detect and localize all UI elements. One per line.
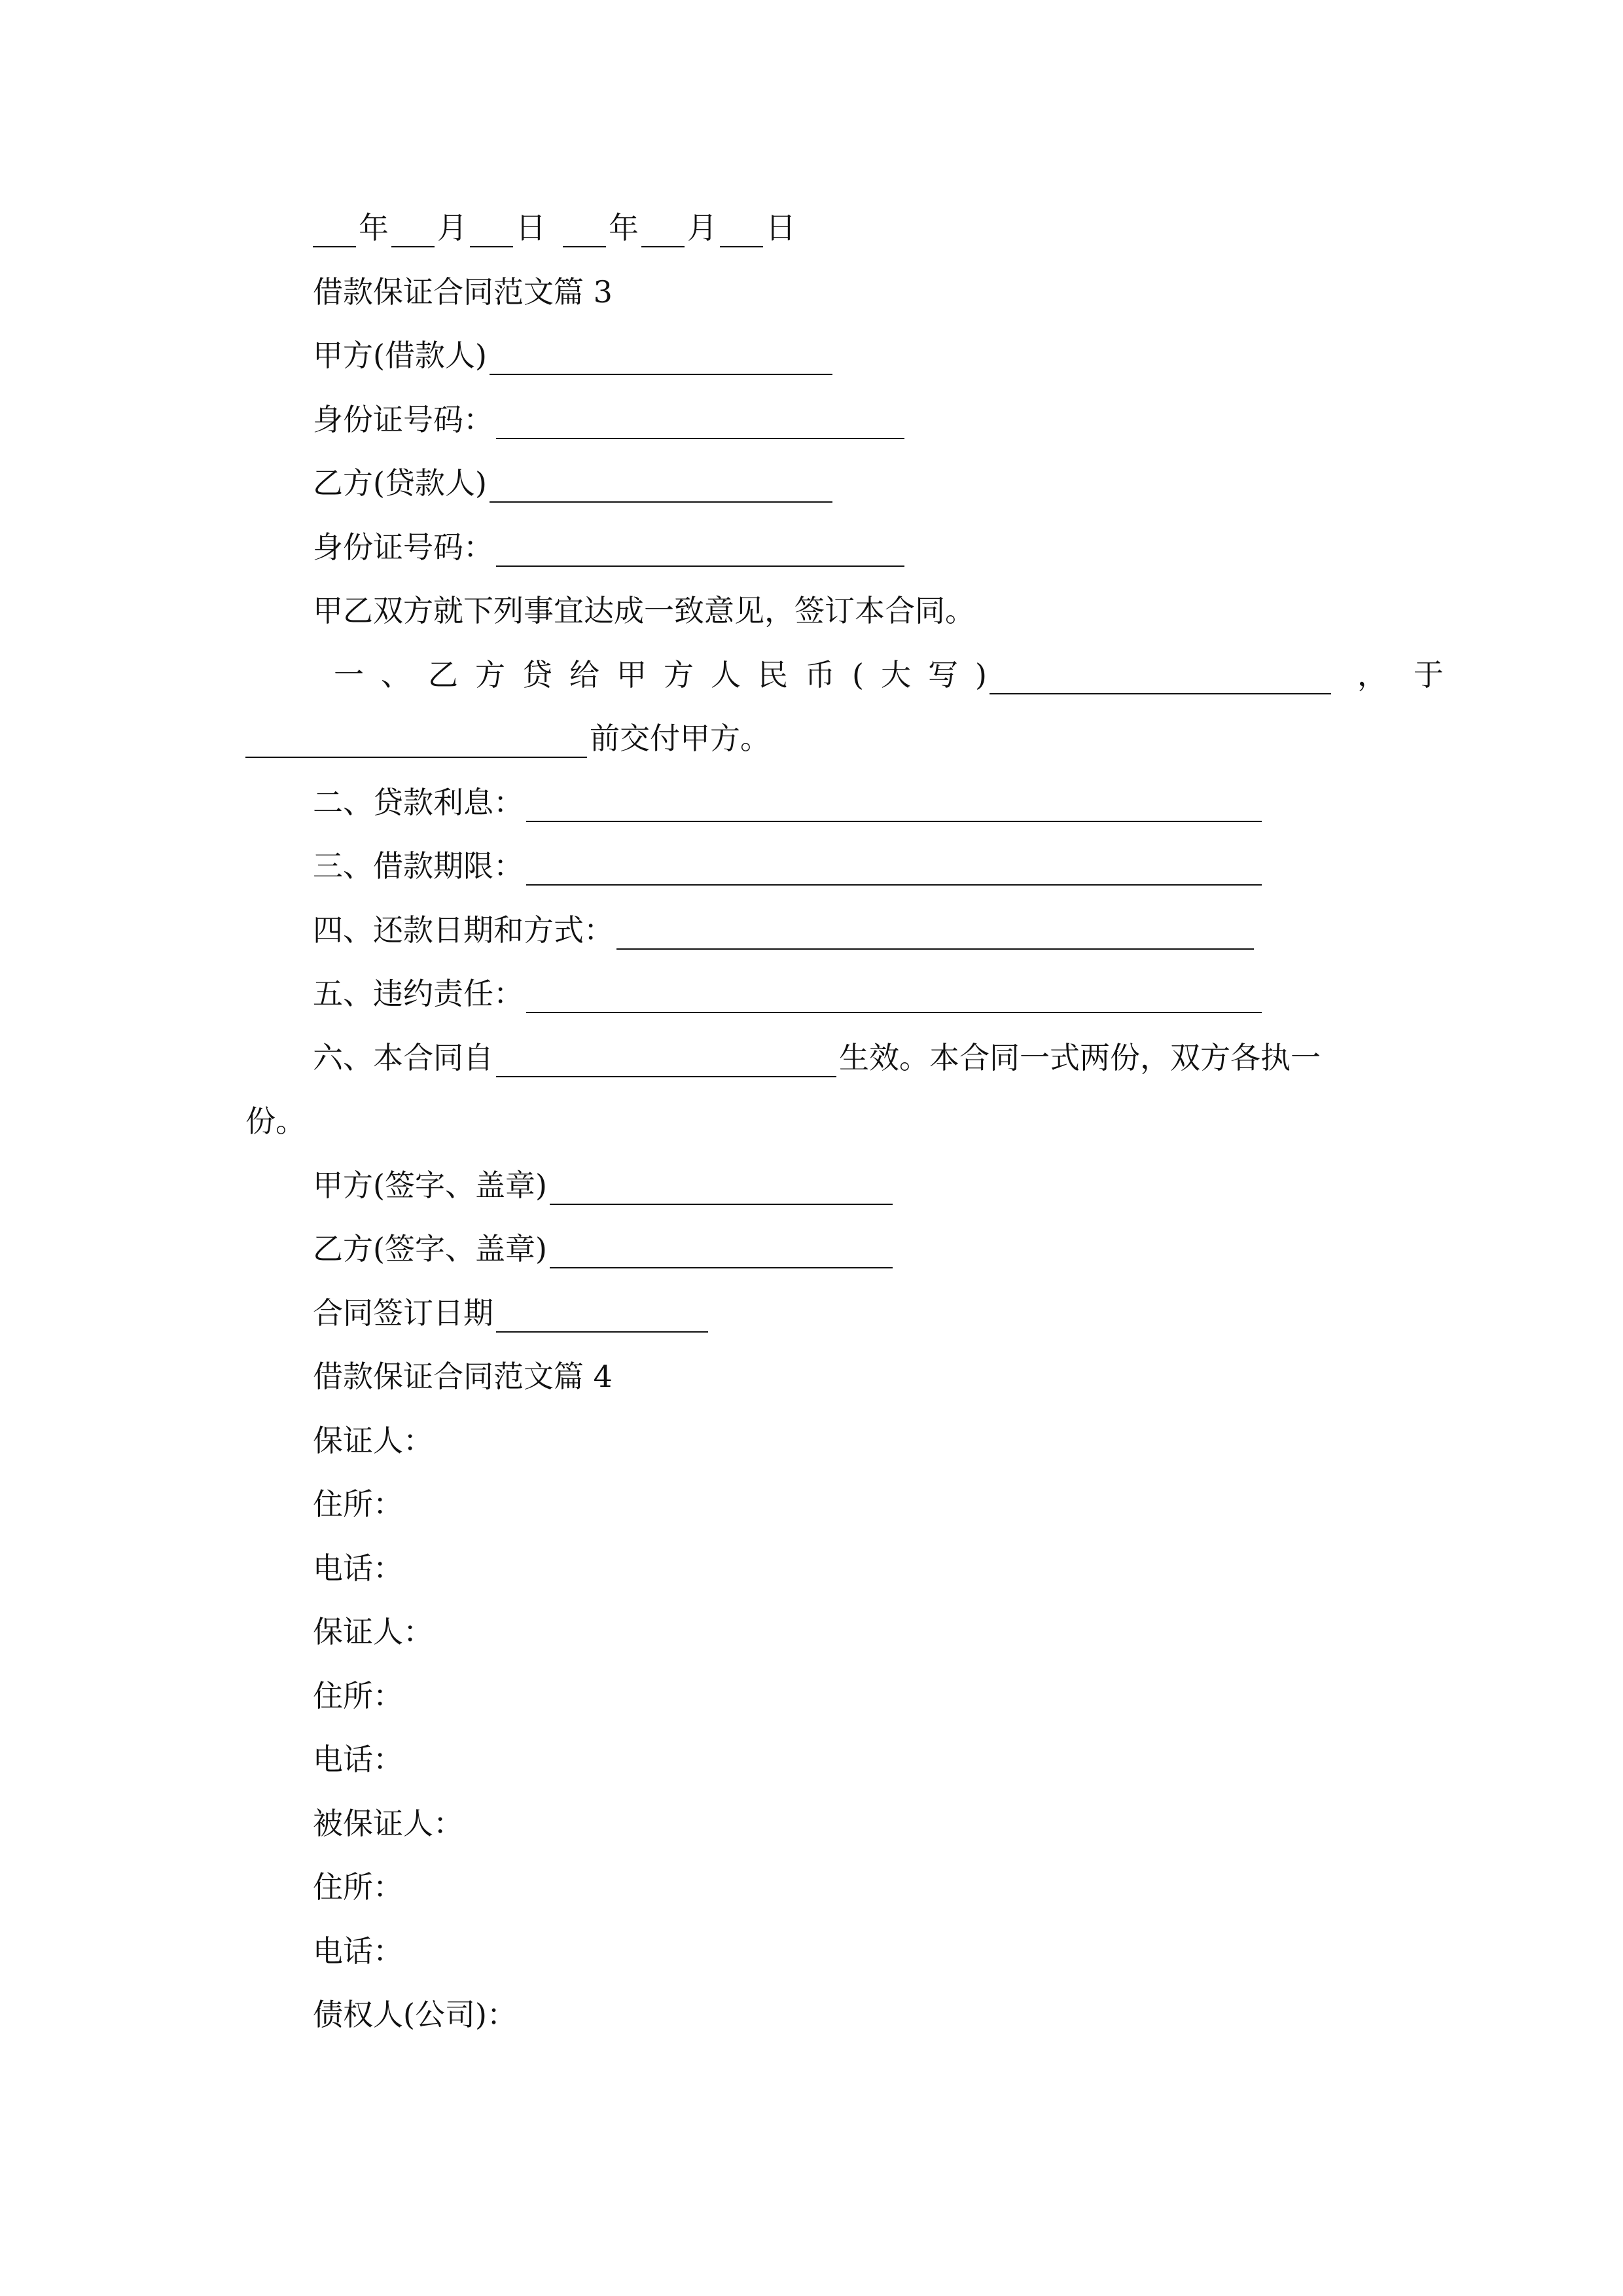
blank-month-1 xyxy=(391,217,435,247)
sign-a-label: 甲方(签字、盖章) xyxy=(313,1168,547,1203)
id-number-a-label: 身份证号码： xyxy=(313,402,493,437)
clause2-line xyxy=(313,783,1264,822)
clause1-delivery: 前交付甲方。 xyxy=(590,721,770,756)
phone3-label: 电话： xyxy=(313,1933,403,1969)
party-a-line xyxy=(313,336,835,375)
clause6-blank xyxy=(496,1047,836,1077)
intro-line: 甲乙双方就下列事宜达成一致意见，签订本合同。 xyxy=(313,593,975,628)
clause5-blank xyxy=(526,983,1262,1013)
day-label-2: 日 xyxy=(766,210,796,245)
guaranteed-label: 被保证人： xyxy=(313,1806,463,1841)
clause1-amount-blank xyxy=(990,664,1331,694)
sign-date-label: 合同签订日期 xyxy=(313,1295,493,1331)
party-a-blank xyxy=(490,345,832,375)
blank-year-2 xyxy=(563,217,606,247)
sign-a-line xyxy=(313,1166,895,1205)
section4-title: 借款保证合同范文篇 4 xyxy=(313,1359,613,1394)
clause4-label: 四、还款日期和方式： xyxy=(313,912,614,948)
clause4-blank xyxy=(616,920,1254,950)
phone2-label: 电话： xyxy=(313,1742,403,1777)
party-b-blank xyxy=(490,473,832,503)
clause1-text: 一、乙方贷给甲方人民币(大写) xyxy=(334,657,1004,692)
clause5-line xyxy=(313,974,1264,1013)
sign-date-line xyxy=(313,1293,711,1333)
clause2-blank xyxy=(526,792,1262,822)
id-number-a-line xyxy=(313,400,907,439)
sign-b-label: 乙方(签字、盖章) xyxy=(313,1231,547,1266)
id-number-b-label: 身份证号码： xyxy=(313,529,493,565)
clause2-label: 二、贷款利息： xyxy=(313,785,524,820)
month-label-1: 月 xyxy=(437,210,467,245)
id-number-a-blank xyxy=(496,409,904,439)
guarantor1-label: 保证人： xyxy=(313,1423,433,1458)
clause3-blank xyxy=(526,855,1262,886)
clause6-label: 六、本合同自 xyxy=(313,1040,493,1075)
party-a-label: 甲方(借款人) xyxy=(313,338,487,373)
clause1-date-blank xyxy=(245,728,587,758)
address1-label: 住所： xyxy=(313,1486,403,1522)
party-b-line xyxy=(313,463,835,503)
clause1-yu: 于 xyxy=(1413,657,1444,692)
sign-a-blank xyxy=(550,1175,893,1205)
clause5-label: 五、违约责任： xyxy=(313,976,524,1011)
clause4-line xyxy=(313,910,1257,950)
party-b-label: 乙方(贷款人) xyxy=(313,465,487,501)
clause1-line-2 xyxy=(245,719,770,758)
year-label-2: 年 xyxy=(609,210,639,245)
sign-b-line xyxy=(313,1229,895,1268)
clause1-line-1 xyxy=(334,655,1444,694)
section3-title: 借款保证合同范文篇 3 xyxy=(313,274,613,310)
clause6-line-2: 份。 xyxy=(245,1103,306,1139)
phone1-label: 电话： xyxy=(313,1551,403,1586)
blank-year-1 xyxy=(313,217,356,247)
blank-month-2 xyxy=(641,217,685,247)
date-row xyxy=(313,208,796,247)
id-number-b-line xyxy=(313,528,907,567)
blank-day-1 xyxy=(470,217,513,247)
clause6-effective: 生效。本合同一式两份，双方各执一 xyxy=(839,1040,1321,1075)
address2-label: 住所： xyxy=(313,1678,403,1713)
address3-label: 住所： xyxy=(313,1869,403,1905)
creditor-label: 债权人(公司)： xyxy=(313,1997,517,2032)
month-label-2: 月 xyxy=(687,210,717,245)
clause6-line-1 xyxy=(313,1038,1321,1077)
sign-date-blank xyxy=(496,1302,708,1333)
clause1-comma: ， xyxy=(1357,657,1387,692)
guarantor2-label: 保证人： xyxy=(313,1614,433,1649)
blank-day-2 xyxy=(720,217,763,247)
day-label-1: 日 xyxy=(516,210,546,245)
clause3-label: 三、借款期限： xyxy=(313,848,524,884)
sign-b-blank xyxy=(550,1238,893,1268)
clause3-line xyxy=(313,846,1264,886)
year-label-1: 年 xyxy=(359,210,389,245)
id-number-b-blank xyxy=(496,537,904,567)
